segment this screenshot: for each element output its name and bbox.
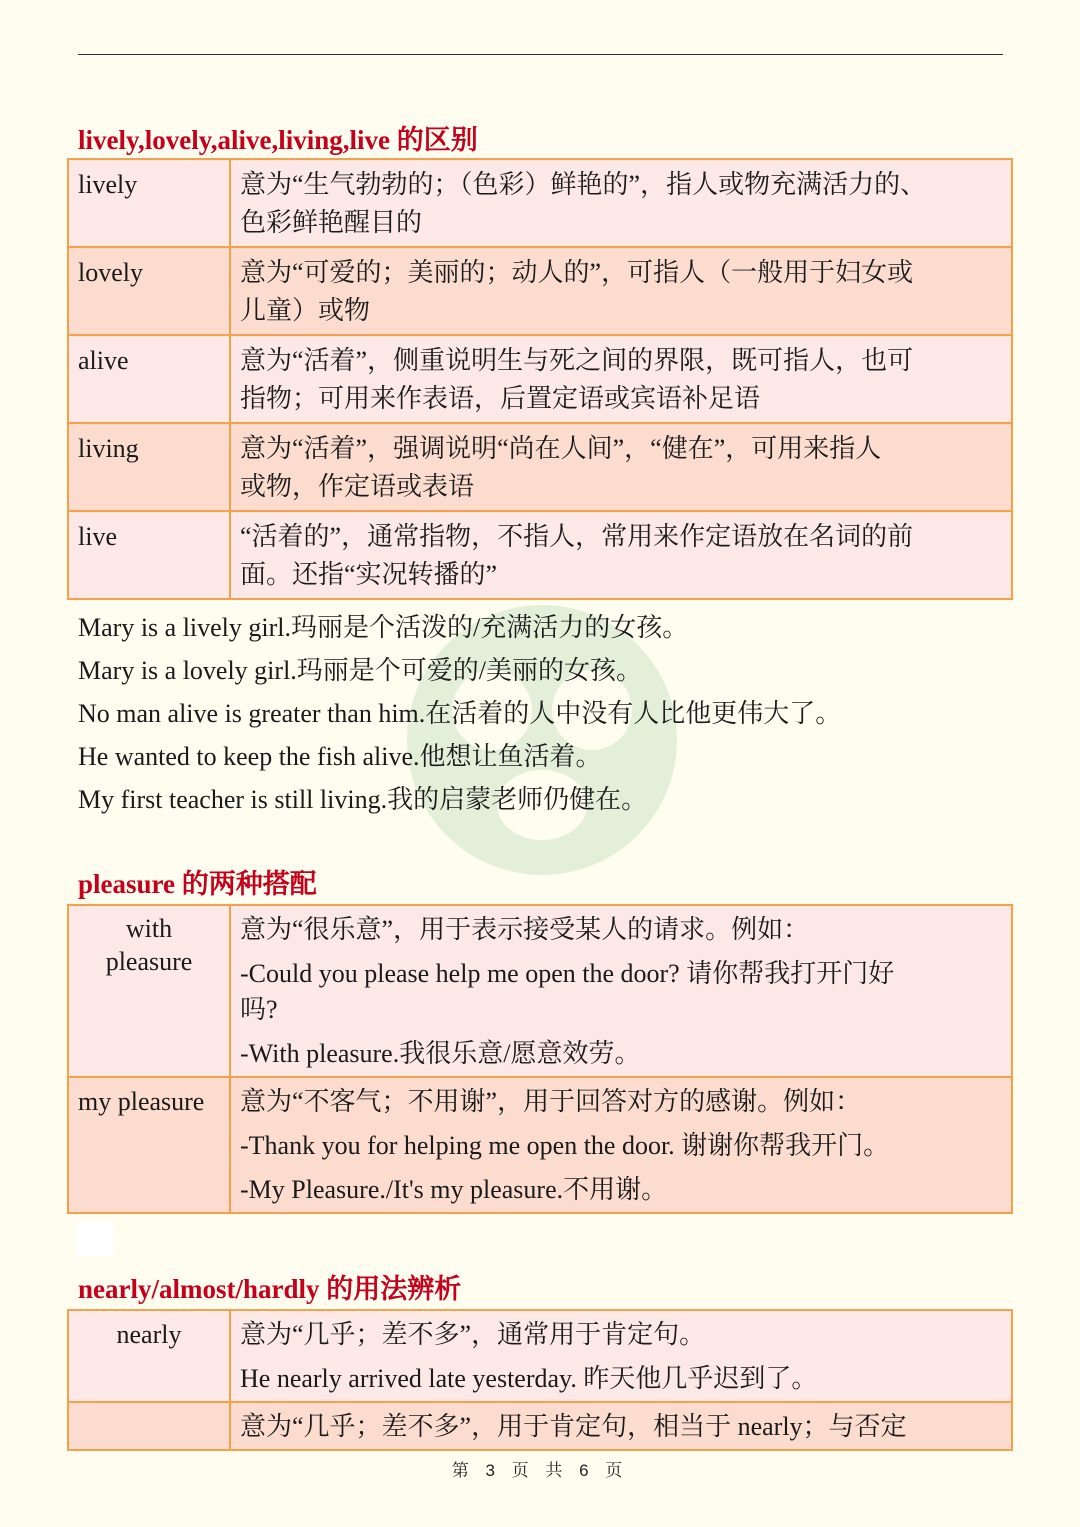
definition-cell bbox=[230, 1077, 1012, 1213]
table-row bbox=[68, 1077, 1012, 1213]
table-row bbox=[68, 511, 1012, 599]
section-title-nearly: nearly/almost/hardly 的用法辨析 bbox=[78, 1274, 462, 1304]
table-lively-words bbox=[67, 158, 1013, 600]
definition-line: 意为“几乎；差不多”，用于肯定句，相当于 nearly；与否定 bbox=[240, 1412, 907, 1441]
term-cell: lovely bbox=[68, 247, 230, 335]
definition-cell bbox=[230, 511, 1012, 599]
term-cell: living bbox=[68, 423, 230, 511]
definition-line: 色彩鲜艳醒目的 bbox=[240, 208, 423, 237]
example-sentence: Mary is a lovely girl.玛丽是个可爱的/美丽的女孩。 bbox=[78, 656, 643, 685]
definition-line: -Thank you for helping me open the door. 谢谢你帮我开门。 bbox=[240, 1131, 890, 1160]
table-row bbox=[68, 905, 1012, 1077]
definition-cell bbox=[230, 247, 1012, 335]
definition-line: 儿童）或物 bbox=[240, 296, 371, 325]
definition-cell bbox=[230, 335, 1012, 423]
definition-line: He nearly arrived late yesterday. 昨天他几乎迟到了。 bbox=[240, 1364, 818, 1393]
definition-line: 意为“可爱的；美丽的；动人的”，可指人（一般用于妇女或 bbox=[240, 258, 914, 287]
table-row bbox=[68, 159, 1012, 247]
definition-cell bbox=[230, 159, 1012, 247]
definition-line: 面。还指“实况转播的” bbox=[240, 560, 498, 589]
term-cell bbox=[68, 905, 230, 1077]
blank-box bbox=[76, 1222, 114, 1256]
definition-line: 意为“生气勃勃的；（色彩）鲜艳的”，指人或物充满活力的、 bbox=[240, 170, 927, 199]
definition-line: -With pleasure.我很乐意/愿意效劳。 bbox=[240, 1039, 641, 1068]
example-sentence: No man alive is greater than him.在活着的人中没有人比他更伟大了。 bbox=[78, 699, 842, 728]
definition-cell bbox=[230, 1310, 1012, 1402]
term-cell bbox=[68, 1077, 230, 1213]
definition-line: 意为“几乎；差不多”，通常用于肯定句。 bbox=[240, 1320, 706, 1349]
header-rule bbox=[78, 54, 1003, 55]
definition-line: 意为“很乐意”，用于表示接受某人的请求。例如： bbox=[240, 915, 810, 944]
table-row bbox=[68, 247, 1012, 335]
definition-line: 意为“活着”，侧重说明生与死之间的界限，既可指人，也可 bbox=[240, 346, 914, 375]
definition-line: 或物，作定语或表语 bbox=[240, 472, 475, 501]
term-line: pleasure bbox=[105, 947, 193, 976]
term-cell: lively bbox=[68, 159, 230, 247]
example-sentence: Mary is a lively girl.玛丽是个活泼的/充满活力的女孩。 bbox=[78, 613, 689, 642]
table-row bbox=[68, 1310, 1012, 1402]
definition-line: -Could you please help me open the door? 请你帮我打开门好 bbox=[240, 959, 895, 988]
example-sentences bbox=[78, 606, 841, 821]
definition-cell bbox=[230, 905, 1012, 1077]
example-sentence: He wanted to keep the fish alive.他想让鱼活着。 bbox=[78, 742, 602, 771]
table-row bbox=[68, 335, 1012, 423]
term-cell: live bbox=[68, 511, 230, 599]
definition-line: 指物；可用来作表语，后置定语或宾语补足语 bbox=[240, 384, 761, 413]
table-pleasure bbox=[67, 904, 1013, 1214]
example-sentence: My first teacher is still living.我的启蒙老师仍健在。 bbox=[78, 785, 648, 814]
term-line: my pleasure bbox=[78, 1087, 205, 1116]
definition-cell bbox=[230, 1402, 1012, 1450]
definition-line: -My Pleasure./It's my pleasure.不用谢。 bbox=[240, 1175, 668, 1204]
definition-line: “活着的”，通常指物，不指人，常用来作定语放在名词的前 bbox=[240, 522, 914, 551]
table-row bbox=[68, 423, 1012, 511]
section-title-lively: lively,lovely,alive,living,live 的区别 bbox=[78, 125, 478, 155]
definition-line: 意为“不客气；不用谢”，用于回答对方的感谢。例如： bbox=[240, 1087, 862, 1116]
page-number: 第 3 页 共 6 页 bbox=[451, 1461, 629, 1480]
section-title-pleasure: pleasure 的两种搭配 bbox=[78, 869, 317, 899]
table-nearly bbox=[67, 1309, 1013, 1451]
term-cell: alive bbox=[68, 335, 230, 423]
term-cell bbox=[68, 1402, 230, 1450]
term-cell: nearly bbox=[68, 1310, 230, 1402]
definition-line: 意为“活着”，强调说明“尚在人间”，“健在”，可用来指人 bbox=[240, 434, 882, 463]
term-line: with bbox=[125, 914, 173, 943]
definition-cell bbox=[230, 423, 1012, 511]
table-row bbox=[68, 1402, 1012, 1450]
definition-line: 吗? bbox=[240, 995, 278, 1024]
